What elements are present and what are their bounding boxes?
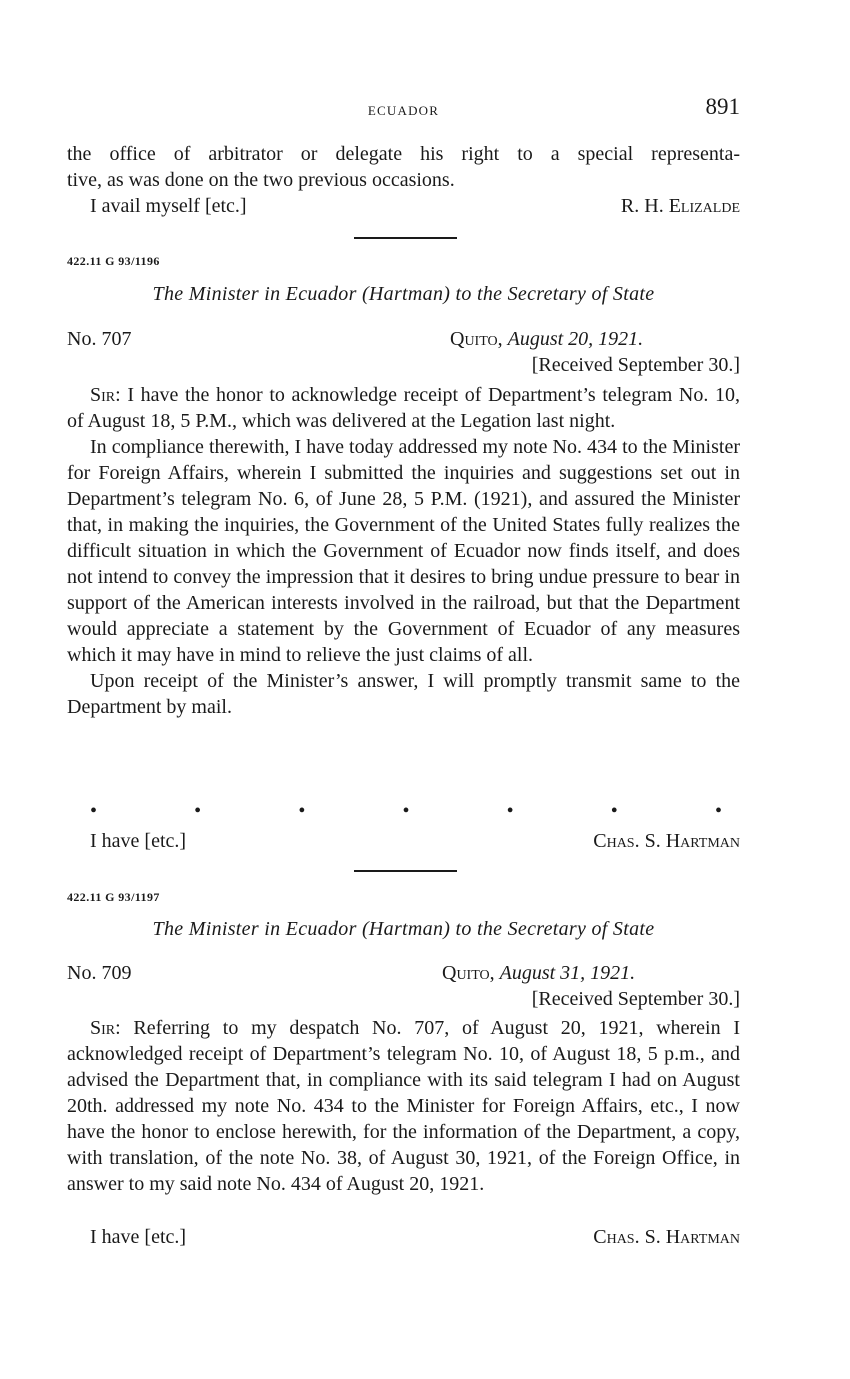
salutation: Sir:: [90, 1017, 121, 1039]
ellipsis-dot: •: [90, 800, 98, 822]
file-number: 422.11 G 93/1196: [67, 254, 160, 268]
body-paragraph: In compliance therewith, I have today addressed my note No. 434 to the Minister for Foreign Affairs, wherein I submitted the inquiries and suggestions set out in Department’s telegram No. 6, of June 28, 5 P.M. (1921), and assured the Minister that, in making the inquiries, the Government of the United States fully realizes the difficult situation in which the Government of Ecuador now finds itself, and does not intend to convey the impression that it desires to bring undue pressure to bear in support of the American interests involved in the railroad, but that the Department would appreciate a statement by the Government of Ecuador of any measures which it may have in mind to relieve the just claims of all.: [67, 436, 740, 666]
ellipsis-dot: •: [610, 800, 618, 822]
closing-text: I have [etc.]: [90, 830, 187, 852]
dateline: [442, 960, 635, 986]
paragraph-text: I have the honor to acknowledge receipt of Department’s telegram No. 10, of August 18, 5 P.M., which was delivered at the Legation last night.: [67, 384, 741, 432]
paragraph-text: Referring to my despatch No. 707, of August 20, 1921, wherein I acknowledged receipt of Department’s telegram No. 10, of August 18, 5 p.m., and advised the Department that, in compliance with its said telegram I had on August 20th. addressed my note No. 434 to the Minister for Foreign Affairs, etc., I now have the honor to enclose herewith, for the information of the Department, a copy, with translation, of the note No. 38, of August 30, 1921, of the Foreign Office, in answer to my said note No. 434 of August 20, 1921.: [67, 1017, 741, 1195]
closing-row: [67, 193, 740, 219]
section-divider: [354, 870, 457, 872]
document-body: [67, 1015, 740, 1197]
ellipsis-dot: •: [714, 800, 722, 822]
document-heading: The Minister in Ecuador (Hartman) to the Secretary of State: [152, 918, 655, 940]
ellipsis-dot: •: [402, 800, 410, 822]
received-row: [67, 352, 740, 378]
salutation: Sir:: [90, 384, 121, 406]
dateline-date: August 31, 1921.: [499, 962, 636, 984]
dateline-place: Quito,: [442, 962, 495, 984]
received-note: [Received September 30.]: [531, 354, 740, 376]
dateline-row: [67, 326, 740, 352]
dateline-date: August 20, 1921.: [507, 328, 644, 350]
closing-text: I avail myself [etc.]: [90, 195, 247, 217]
received-row: [67, 986, 740, 1012]
dateline: [450, 326, 643, 352]
document-heading: The Minister in Ecuador (Hartman) to the Secretary of State: [152, 283, 655, 305]
closing-text: I have [etc.]: [90, 1226, 187, 1248]
file-number: 422.11 G 93/1197: [67, 890, 160, 904]
body-paragraph: [67, 1015, 740, 1197]
despatch-number: No. 709: [67, 962, 132, 984]
continuation-line: the office of arbitrator or delegate his right to a special representa-: [67, 143, 740, 165]
continuation-line: tive, as was done on the two previous occasions.: [67, 169, 455, 191]
signature: Chas. S. Hartman: [593, 830, 740, 852]
ellipsis-dot: •: [194, 800, 202, 822]
signature: R. H. Elizalde: [620, 195, 740, 217]
running-header-title: ECUADOR: [367, 103, 440, 118]
body-paragraph: [67, 382, 740, 434]
section-divider: [354, 237, 457, 239]
closing-row: [67, 828, 740, 854]
signature: Chas. S. Hartman: [593, 1226, 740, 1248]
page-number: 891: [705, 94, 740, 119]
dateline-place: Quito,: [450, 328, 503, 350]
ellipsis-dot: •: [298, 800, 306, 822]
document-body: [67, 382, 740, 720]
despatch-number: No. 707: [67, 328, 132, 350]
body-paragraph: Upon receipt of the Minister’s answer, I will promptly transmit same to the Department by mail.: [67, 670, 740, 718]
received-note: [Received September 30.]: [531, 988, 740, 1010]
omission-dots: [90, 800, 720, 823]
continuation-text: [67, 141, 740, 193]
dateline-row: [67, 960, 740, 986]
closing-row: [67, 1224, 740, 1250]
ellipsis-dot: •: [506, 800, 514, 822]
